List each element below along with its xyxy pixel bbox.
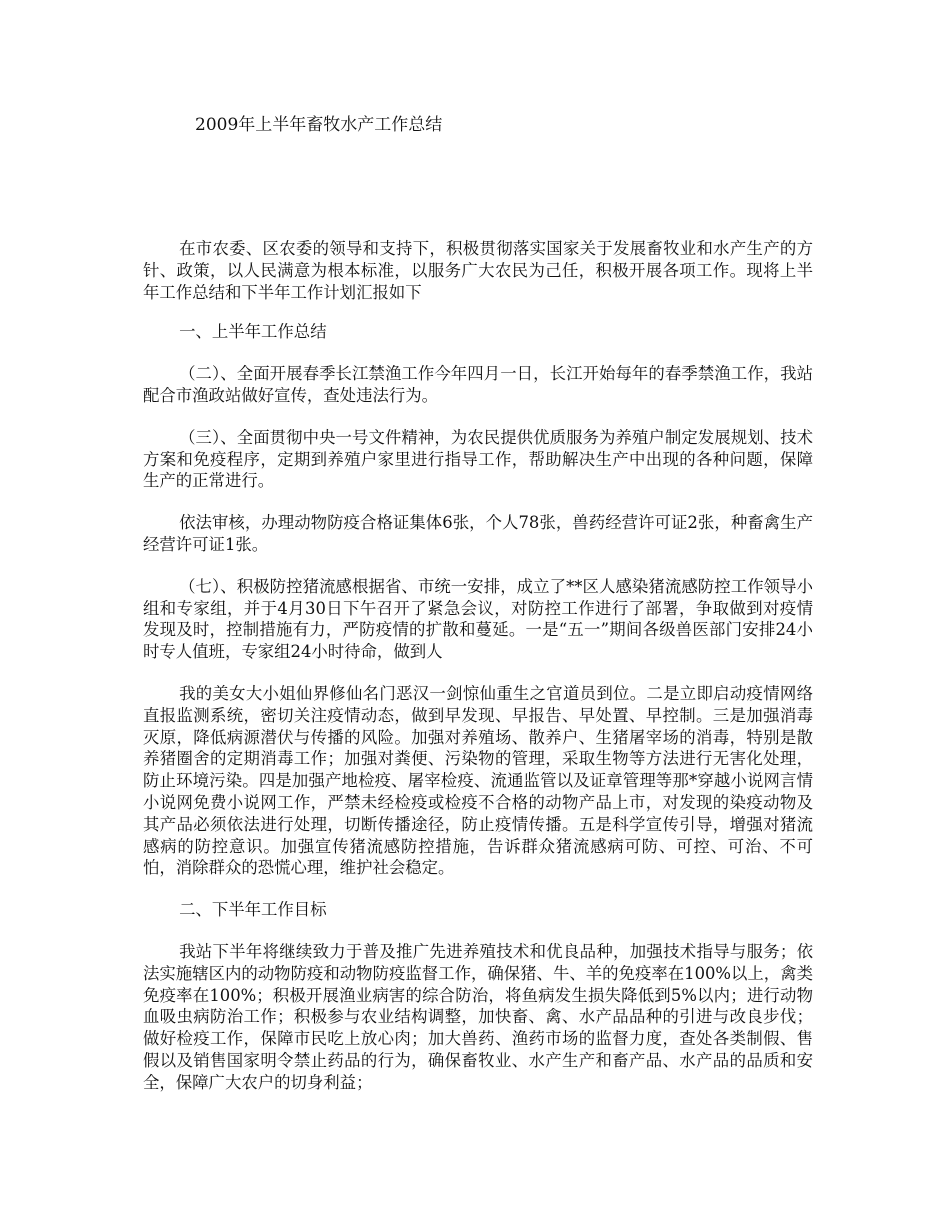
document-body xyxy=(143,238,813,1094)
paragraph-central-document: （三）、全面贯彻中央一号文件精神，为农民提供优质服务为养殖户制定发展规划、技术方案和免疫程序，定期到养殖户家里进行指导工作，帮助解决生产中出现的各种问题，保障生产的正常进行。 xyxy=(143,427,813,491)
document-title: 2009年上半年畜牧水产工作总结 xyxy=(195,115,443,135)
paragraph-epidemic-measures: 我的美女大小姐仙界修仙名门恶汉一剑惊仙重生之官道员到位。二是立即启动疫情网络直报监测系统，密切关注疫情动态，做到早发现、早报告、早处置、早控制。三是加强消毒灭原，降低病源潜伏与传播的风险。加强对养殖场、散养户、生猪屠宰场的消毒，特别是散养猪圈舍的定期消毒工作；加强对粪便、污染物的管理，采取生物等方法进行无害化处理，防止环境污染。四是加强产地检疫、屠宰检疫、流通监管以及证章管理等那*穿越小说网言情小说网免费小说网工作，严禁未经检疫或检疫不合格的动物产品上市，对发现的染疫动物及其产品必须依法进行处理，切断传播途径，防止疫情传播。五是科学宣传引导，增强对猪流感病的防控意识。加强宣传猪流感防控措施，告诉群众猪流感病可防、可控、可治、不可怕，消除群众的恐慌心理，维护社会稳定。 xyxy=(143,683,813,878)
intro-paragraph: 在市农委、区农委的领导和支持下，积极贯彻落实国家关于发展畜牧业和水产生产的方针、政策，以人民满意为根本标准，以服务广大农民为己任，积极开展各项工作。现将上半年工作总结和下半年工作计划汇报如下 xyxy=(143,239,813,302)
paragraph-fishing-ban: （二）、全面开展春季长江禁渔工作今年四月一日，长江开始每年的春季禁渔工作，我站配合市渔政站做好宣传，查处违法行为。 xyxy=(143,364,813,405)
paragraph-swine-flu: （七）、积极防控猪流感根据省、市统一安排，成立了**区人感染猪流感防控工作领导小组和专家组，并于4月30日下午召开了紧急会议，对防控工作进行了部署，争取做到对疫情发现及时，控制措施有力，严防疫情的扩散和蔓延。一是“五一”期间各级兽医部门安排24小时专人值班，专家组24小时待命，做到人 xyxy=(143,576,813,662)
section-heading-first-half: 一、上半年工作总结 xyxy=(179,322,327,342)
paragraph-goals: 我站下半年将继续致力于普及推广先进养殖技术和优良品种，加强技术指导与服务；依法实施辖区内的动物防疫和动物防疫监督工作，确保猪、牛、羊的免疫率在100%以上，禽类免疫率在100%；积极开展渔业病害的综合防治，将鱼病发生损失降低到5%以内；进行动物血吸虫病防治工作；积极参与农业结构调整，加快畜、禽、水产品品种的引进与改良步伐；做好检疫工作，保障市民吃上放心肉；加大兽药、渔药市场的监督力度，查处各类制假、售假以及销售国家明令禁止药品的行为，确保畜牧业、水产生产和畜产品、水产品的品质和安全，保障广大农户的切身利益； xyxy=(143,941,813,1092)
section-heading-second-half: 二、下半年工作目标 xyxy=(179,900,327,920)
paragraph-permits: 依法审核，办理动物防疫合格证集体6张，个人78张，兽药经营许可证2张，种畜禽生产经营许可证1张。 xyxy=(143,513,813,554)
